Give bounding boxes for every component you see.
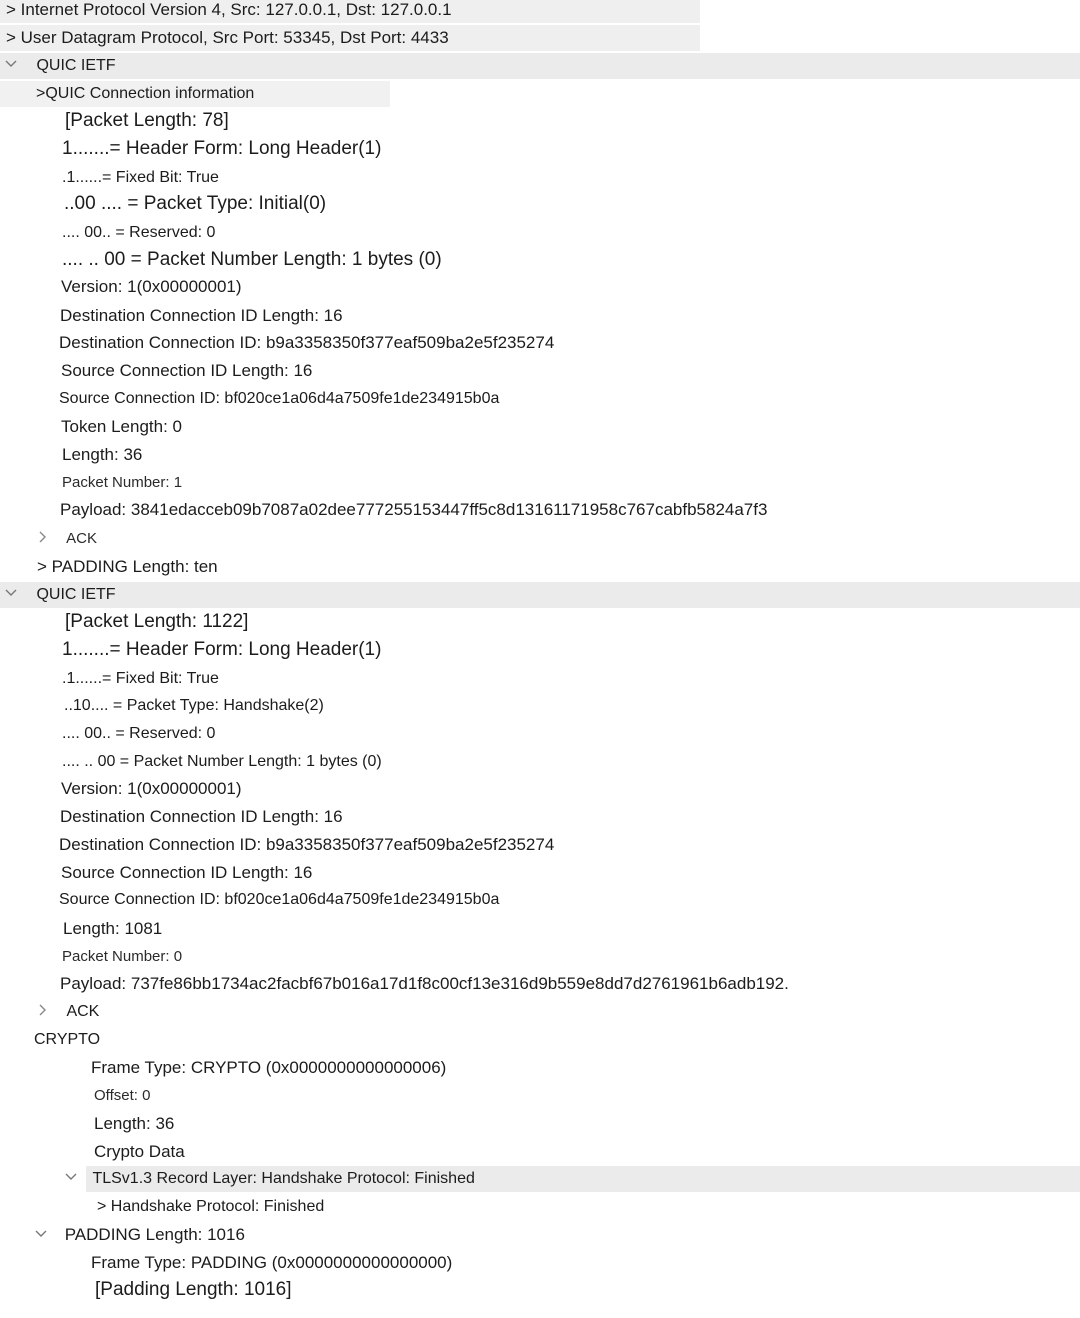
tree-row-packet-number-length[interactable] xyxy=(0,749,1080,775)
tree-row-crypto-frame-type[interactable] xyxy=(0,1055,1080,1081)
row-label: Crypto Data xyxy=(94,1142,185,1161)
row-label: Version: 1(0x00000001) xyxy=(61,277,242,296)
tree-row-length[interactable] xyxy=(0,916,1080,942)
tree-row-udp[interactable] xyxy=(0,25,1080,51)
tree-row-packet-number[interactable] xyxy=(0,944,1080,970)
row-label: ACK xyxy=(66,1003,100,1020)
row-label: Length: 36 xyxy=(94,1114,175,1133)
row-label: [Packet Length: 1122] xyxy=(65,611,249,632)
tree-row-dcid-length[interactable] xyxy=(0,303,1080,329)
row-label: TLSv1.3 Record Layer: Handshake Protocol: Finished xyxy=(92,1170,475,1187)
tree-row-scid[interactable] xyxy=(0,386,1080,412)
tree-row-payload[interactable] xyxy=(0,497,1080,523)
tree-row-header-form[interactable] xyxy=(0,637,1080,663)
tree-row-crypto-offset[interactable] xyxy=(0,1083,1080,1109)
tree-row-scid-length[interactable] xyxy=(0,358,1080,384)
row-label: Token Length: 0 xyxy=(61,417,182,436)
tree-row-padding-frame[interactable] xyxy=(0,1222,1080,1248)
row-label: ACK xyxy=(66,530,98,547)
row-label: 1.......= Header Form: Long Header(1) xyxy=(62,639,382,660)
tree-row-crypto-data[interactable] xyxy=(0,1139,1080,1165)
tree-row-dcid[interactable] xyxy=(0,330,1080,356)
row-label: Version: 1(0x00000001) xyxy=(61,779,242,798)
tree-row-packet-length[interactable] xyxy=(0,609,1080,635)
tree-row-quic-ietf-1[interactable] xyxy=(0,53,1080,79)
row-label: Offset: 0 xyxy=(94,1087,151,1104)
row-label: ..10.... = Packet Type: Handshake(2) xyxy=(64,697,324,714)
tree-row-scid-length[interactable] xyxy=(0,860,1080,886)
row-label: Source Connection ID: bf020ce1a06d4a7509fe1de234915b0a xyxy=(59,390,500,407)
tree-row-payload[interactable] xyxy=(0,971,1080,997)
row-label: CRYPTO xyxy=(34,1031,101,1048)
chevron-down-icon[interactable] xyxy=(4,586,18,600)
row-label: Source Connection ID: bf020ce1a06d4a7509fe1de234915b0a xyxy=(59,891,500,908)
tree-row-reserved[interactable] xyxy=(0,220,1080,246)
row-label: Source Connection ID Length: 16 xyxy=(61,361,313,380)
row-label: Destination Connection ID: b9a3358350f377eaf509ba2e5f235274 xyxy=(59,333,555,352)
row-label: PADDING Length: 1016 xyxy=(64,1225,245,1244)
tree-row-packet-type[interactable] xyxy=(0,693,1080,719)
row-label: [Packet Length: 78] xyxy=(65,110,229,131)
tree-row-version[interactable] xyxy=(0,776,1080,802)
row-label: Payload: 3841edacceb09b7087a02dee777255153447ff5c8d13161171958c767cabfb5824a7f3 xyxy=(60,500,768,519)
chevron-right-icon[interactable] xyxy=(36,1003,50,1017)
row-label: Packet Number: 0 xyxy=(62,948,183,965)
row-label: Destination Connection ID Length: 16 xyxy=(60,807,343,826)
tree-row-header-form[interactable] xyxy=(0,136,1080,162)
chevron-down-icon[interactable] xyxy=(4,57,18,71)
tree-row-padding-length[interactable] xyxy=(0,1277,1080,1303)
row-label: .... .. 00 = Packet Number Length: 1 bytes (0) xyxy=(62,753,382,770)
row-label: .... 00.. = Reserved: 0 xyxy=(62,725,216,742)
tree-row-packet-number[interactable] xyxy=(0,470,1080,496)
tree-row-reserved[interactable] xyxy=(0,721,1080,747)
tree-row-version[interactable] xyxy=(0,274,1080,300)
row-label: Destination Connection ID Length: 16 xyxy=(60,306,343,325)
row-label: Payload: 737fe86bb1734ac2facbf67b016a17d1f8c00cf13e316d9b559e8dd7d2761961b6adb192. xyxy=(60,974,789,993)
tree-row-ack[interactable] xyxy=(0,526,1080,552)
row-label: >QUIC Connection information xyxy=(36,85,255,102)
row-label: Length: 1081 xyxy=(63,919,163,938)
row-label: .... .. 00 = Packet Number Length: 1 bytes (0) xyxy=(62,249,442,270)
row-label: Source Connection ID Length: 16 xyxy=(61,863,313,882)
tree-row-padding[interactable] xyxy=(0,554,1080,580)
tree-row-tls-record-layer[interactable] xyxy=(0,1166,1080,1192)
tree-row-fixed-bit[interactable] xyxy=(0,165,1080,191)
tree-row-ack[interactable] xyxy=(0,999,1080,1025)
row-label: Destination Connection ID: b9a3358350f377eaf509ba2e5f235274 xyxy=(59,835,555,854)
row-label: > Handshake Protocol: Finished xyxy=(97,1198,325,1215)
row-label: > User Datagram Protocol, Src Port: 53345, Dst Port: 4433 xyxy=(6,28,449,47)
chevron-down-icon[interactable] xyxy=(34,1227,48,1241)
row-label: .... 00.. = Reserved: 0 xyxy=(62,224,216,241)
row-label: .1......= Fixed Bit: True xyxy=(62,169,219,186)
tree-row-quic-connection-info[interactable] xyxy=(0,81,1080,107)
row-label: [Padding Length: 1016] xyxy=(95,1279,292,1300)
tree-row-packet-number-length[interactable] xyxy=(0,247,1080,273)
row-label: Packet Number: 1 xyxy=(62,474,183,491)
row-label: > Internet Protocol Version 4, Src: 127.0.0.1, Dst: 127.0.0.1 xyxy=(6,0,452,19)
tree-row-ipv4[interactable] xyxy=(0,0,1080,23)
tree-row-handshake-protocol[interactable] xyxy=(0,1194,1080,1220)
chevron-right-icon[interactable] xyxy=(36,530,50,544)
row-label: Frame Type: PADDING (0x0000000000000000) xyxy=(91,1253,453,1272)
tree-row-scid[interactable] xyxy=(0,887,1080,913)
tree-row-packet-type[interactable] xyxy=(0,191,1080,217)
row-label: QUIC IETF xyxy=(36,57,116,74)
row-label: Frame Type: CRYPTO (0x0000000000000006) xyxy=(91,1058,447,1077)
row-label: 1.......= Header Form: Long Header(1) xyxy=(62,138,382,159)
chevron-down-icon[interactable] xyxy=(64,1170,78,1184)
row-label: .1......= Fixed Bit: True xyxy=(62,670,219,687)
tree-row-dcid[interactable] xyxy=(0,832,1080,858)
tree-row-token-length[interactable] xyxy=(0,414,1080,440)
tree-row-padding-frame-type[interactable] xyxy=(0,1250,1080,1276)
row-label: QUIC IETF xyxy=(36,586,116,603)
tree-row-crypto[interactable] xyxy=(0,1027,1080,1053)
row-label: > PADDING Length: ten xyxy=(37,557,218,576)
tree-row-quic-ietf-2[interactable] xyxy=(0,582,1080,608)
tree-row-packet-length[interactable] xyxy=(0,108,1080,134)
tree-row-fixed-bit[interactable] xyxy=(0,666,1080,692)
row-label: ..00 .... = Packet Type: Initial(0) xyxy=(64,193,327,214)
tree-row-crypto-length[interactable] xyxy=(0,1111,1080,1137)
tree-row-length[interactable] xyxy=(0,442,1080,468)
tree-row-dcid-length[interactable] xyxy=(0,804,1080,830)
row-label: Length: 36 xyxy=(62,445,143,464)
